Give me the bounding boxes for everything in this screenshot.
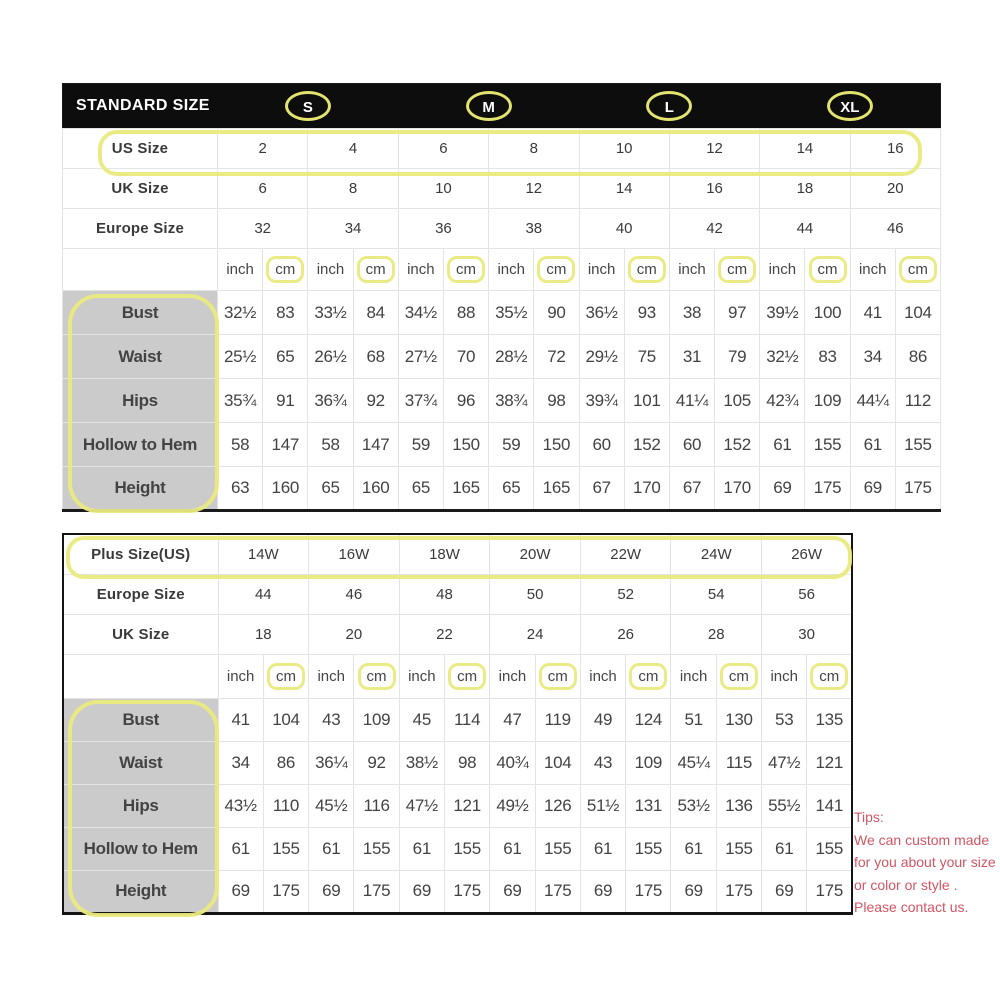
value-cell: inch (671, 654, 716, 698)
waist-row (63, 335, 941, 379)
value-cell (535, 654, 580, 698)
cm-unit-highlight: cm (357, 256, 395, 283)
value-cell: inch (218, 249, 263, 291)
value-cell (716, 654, 761, 698)
value-cell: 38 (669, 291, 714, 335)
hips-label: Hips (63, 784, 218, 827)
plus-size-row (63, 534, 852, 574)
value-cell: 69 (762, 870, 807, 913)
value-cell: 97 (715, 291, 760, 335)
value-cell: 121 (807, 741, 852, 784)
value-cell: inch (760, 249, 805, 291)
value-cell: 45¼ (671, 741, 716, 784)
value-cell: 124 (626, 698, 671, 741)
value-cell: 46 (309, 574, 400, 614)
value-cell: 32½ (218, 291, 263, 335)
uk-size-label: UK Size (63, 614, 218, 654)
cm-unit-highlight: cm (629, 663, 667, 690)
value-cell (807, 654, 852, 698)
value-cell: 147 (353, 423, 398, 467)
value-cell: 155 (895, 423, 940, 467)
cm-unit-highlight: cm (537, 256, 575, 283)
value-cell: 98 (534, 379, 579, 423)
value-cell: 35½ (489, 291, 534, 335)
value-cell: 43 (580, 741, 625, 784)
us-size-row (63, 129, 941, 169)
value-cell: 20 (309, 614, 400, 654)
value-cell: 8 (489, 129, 579, 169)
value-cell: 24W (671, 534, 762, 574)
value-cell: 6 (398, 129, 488, 169)
empty-label-cell (63, 249, 218, 291)
value-cell: 44 (760, 209, 850, 249)
value-cell: 43 (309, 698, 354, 741)
cm-unit-highlight: cm (539, 663, 577, 690)
unit-row (63, 249, 941, 291)
height-label: Height (63, 870, 218, 913)
value-cell: 83 (263, 291, 308, 335)
value-cell: 70 (443, 335, 488, 379)
value-cell: 36¾ (308, 379, 353, 423)
size-group-cell (398, 84, 579, 129)
bust-row (63, 291, 941, 335)
tips-title: Tips: (854, 809, 884, 825)
value-cell: inch (490, 654, 535, 698)
value-cell: 47 (490, 698, 535, 741)
value-cell: 36 (398, 209, 488, 249)
value-cell: 175 (626, 870, 671, 913)
value-cell: 58 (308, 423, 353, 467)
value-cell: 155 (444, 827, 489, 870)
value-cell: 126 (535, 784, 580, 827)
value-cell: 12 (489, 169, 579, 209)
value-cell: 109 (805, 379, 850, 423)
value-cell (444, 654, 489, 698)
value-cell: inch (669, 249, 714, 291)
value-cell: 69 (850, 467, 895, 511)
value-cell: 109 (354, 698, 399, 741)
value-cell: 56 (762, 574, 853, 614)
plus-size-label: Plus Size(US) (63, 534, 218, 574)
value-cell: 100 (805, 291, 850, 335)
value-cell: 155 (354, 827, 399, 870)
value-cell: 91 (263, 379, 308, 423)
value-cell: 155 (716, 827, 761, 870)
value-cell (715, 249, 760, 291)
value-cell: 119 (535, 698, 580, 741)
value-cell: 47½ (399, 784, 444, 827)
value-cell (263, 654, 308, 698)
europe-size-label: Europe Size (63, 574, 218, 614)
value-cell: 175 (807, 870, 852, 913)
value-cell: 170 (715, 467, 760, 511)
value-cell: 35¾ (218, 379, 263, 423)
value-cell: 28 (671, 614, 762, 654)
size-group-cell (218, 84, 399, 129)
value-cell: 131 (626, 784, 671, 827)
value-cell: inch (398, 249, 443, 291)
value-cell: 155 (535, 827, 580, 870)
value-cell: inch (308, 249, 353, 291)
value-cell (443, 249, 488, 291)
value-cell: 155 (807, 827, 852, 870)
cm-unit-highlight: cm (628, 256, 666, 283)
value-cell: 114 (444, 698, 489, 741)
value-cell: 61 (760, 423, 805, 467)
value-cell: 32 (218, 209, 308, 249)
value-cell: 39¾ (579, 379, 624, 423)
value-cell: 43½ (218, 784, 263, 827)
value-cell: 155 (263, 827, 308, 870)
value-cell: 18W (399, 534, 490, 574)
tips-note (854, 806, 1000, 919)
value-cell: 93 (624, 291, 669, 335)
cm-unit-highlight: cm (358, 663, 396, 690)
cm-unit-highlight: cm (720, 663, 758, 690)
value-cell: 45½ (309, 784, 354, 827)
value-cell: 16 (850, 129, 940, 169)
value-cell: inch (579, 249, 624, 291)
value-cell: 34 (218, 741, 263, 784)
value-cell (624, 249, 669, 291)
value-cell (354, 654, 399, 698)
value-cell: 37¾ (398, 379, 443, 423)
value-cell: 24 (490, 614, 581, 654)
value-cell: 41¼ (669, 379, 714, 423)
value-cell: 20W (490, 534, 581, 574)
value-cell: 155 (626, 827, 671, 870)
value-cell: 55½ (762, 784, 807, 827)
standard-size-title: STANDARD SIZE (63, 84, 218, 129)
tips-line-1: We can custom made (854, 831, 990, 848)
value-cell: 165 (443, 467, 488, 511)
height-row (63, 870, 852, 913)
value-cell: 61 (399, 827, 444, 870)
height-row (63, 467, 941, 511)
value-cell: inch (762, 654, 807, 698)
value-cell: 68 (353, 335, 398, 379)
value-cell: 47½ (762, 741, 807, 784)
value-cell: 83 (805, 335, 850, 379)
value-cell: 152 (624, 423, 669, 467)
bust-row (63, 698, 852, 741)
value-cell: inch (580, 654, 625, 698)
value-cell: 72 (534, 335, 579, 379)
value-cell: 45 (399, 698, 444, 741)
value-cell: 69 (760, 467, 805, 511)
uk-size-row (63, 614, 852, 654)
value-cell: 175 (716, 870, 761, 913)
size-s-badge: S (285, 91, 331, 121)
value-cell: 41 (850, 291, 895, 335)
value-cell: 105 (715, 379, 760, 423)
value-cell: 61 (850, 423, 895, 467)
value-cell: 90 (534, 291, 579, 335)
value-cell: 88 (443, 291, 488, 335)
value-cell: inch (489, 249, 534, 291)
cm-unit-highlight: cm (448, 663, 486, 690)
size-xl-badge: XL (827, 91, 873, 121)
value-cell: 40¾ (490, 741, 535, 784)
value-cell: 51 (671, 698, 716, 741)
value-cell: 69 (490, 870, 535, 913)
unit-row (63, 654, 852, 698)
value-cell: 46 (850, 209, 940, 249)
waist-row (63, 741, 852, 784)
value-cell: 22W (580, 534, 671, 574)
value-cell: 14 (579, 169, 669, 209)
value-cell: 63 (218, 467, 263, 511)
value-cell: 104 (263, 698, 308, 741)
value-cell: 36½ (579, 291, 624, 335)
cm-unit-highlight: cm (810, 663, 848, 690)
value-cell: 34 (850, 335, 895, 379)
value-cell: 50 (490, 574, 581, 614)
value-cell: 152 (715, 423, 760, 467)
uk-size-label: UK Size (63, 169, 218, 209)
value-cell: 150 (534, 423, 579, 467)
value-cell: 141 (807, 784, 852, 827)
height-label: Height (63, 467, 218, 511)
value-cell: 104 (535, 741, 580, 784)
size-l-badge: L (646, 91, 692, 121)
cm-unit-highlight: cm (809, 256, 847, 283)
value-cell: 49 (580, 698, 625, 741)
size-m-badge: M (466, 91, 512, 121)
value-cell: 39½ (760, 291, 805, 335)
value-cell: 32½ (760, 335, 805, 379)
value-cell: 30 (762, 614, 853, 654)
value-cell: 101 (624, 379, 669, 423)
value-cell: 61 (671, 827, 716, 870)
size-group-cell (579, 84, 760, 129)
standard-header-row (63, 84, 941, 129)
value-cell: 109 (626, 741, 671, 784)
value-cell: 160 (263, 467, 308, 511)
value-cell: 155 (805, 423, 850, 467)
value-cell: 135 (807, 698, 852, 741)
hips-row (63, 784, 852, 827)
value-cell: 69 (309, 870, 354, 913)
value-cell: 44 (218, 574, 309, 614)
value-cell: 67 (669, 467, 714, 511)
value-cell: 42¾ (760, 379, 805, 423)
value-cell: 61 (218, 827, 263, 870)
value-cell (534, 249, 579, 291)
value-cell (263, 249, 308, 291)
value-cell: 54 (671, 574, 762, 614)
value-cell: 60 (579, 423, 624, 467)
value-cell: 61 (309, 827, 354, 870)
cm-unit-highlight: cm (718, 256, 756, 283)
hollow-to-hem-label: Hollow to Hem (63, 827, 218, 870)
value-cell: 147 (263, 423, 308, 467)
value-cell: 79 (715, 335, 760, 379)
value-cell: 16W (309, 534, 400, 574)
value-cell: 12 (669, 129, 759, 169)
value-cell: 61 (580, 827, 625, 870)
value-cell: 175 (444, 870, 489, 913)
value-cell: 10 (579, 129, 669, 169)
value-cell: 18 (218, 614, 309, 654)
value-cell (895, 249, 940, 291)
value-cell: 86 (895, 335, 940, 379)
value-cell: 26W (762, 534, 853, 574)
value-cell: 33½ (308, 291, 353, 335)
cm-unit-highlight: cm (266, 256, 304, 283)
us-size-label: US Size (63, 129, 218, 169)
value-cell: 175 (354, 870, 399, 913)
value-cell: 2 (218, 129, 308, 169)
value-cell: 160 (353, 467, 398, 511)
value-cell (353, 249, 398, 291)
value-cell: inch (309, 654, 354, 698)
value-cell: 136 (716, 784, 761, 827)
value-cell: 59 (398, 423, 443, 467)
empty-label-cell (63, 654, 218, 698)
bust-label: Bust (63, 698, 218, 741)
hips-label: Hips (63, 379, 218, 423)
value-cell: 61 (762, 827, 807, 870)
value-cell: 20 (850, 169, 940, 209)
uk-size-row (63, 169, 941, 209)
value-cell: 175 (263, 870, 308, 913)
tips-line-4: Please contact us. (854, 899, 969, 915)
value-cell: 49½ (490, 784, 535, 827)
value-cell: 84 (353, 291, 398, 335)
value-cell: 60 (669, 423, 714, 467)
size-group-cell (760, 84, 941, 129)
cm-unit-highlight: cm (899, 256, 937, 283)
value-cell (805, 249, 850, 291)
value-cell: 48 (399, 574, 490, 614)
value-cell: 14 (760, 129, 850, 169)
value-cell: 10 (398, 169, 488, 209)
value-cell: 28½ (489, 335, 534, 379)
value-cell: 65 (263, 335, 308, 379)
value-cell: 26 (580, 614, 671, 654)
value-cell: 27½ (398, 335, 443, 379)
value-cell: 65 (398, 467, 443, 511)
value-cell: 115 (716, 741, 761, 784)
waist-label: Waist (63, 335, 218, 379)
plus-size-table (62, 533, 852, 915)
value-cell: 29½ (579, 335, 624, 379)
cm-unit-highlight: cm (447, 256, 485, 283)
value-cell: 175 (535, 870, 580, 913)
value-cell: 52 (580, 574, 671, 614)
value-cell: inch (218, 654, 263, 698)
value-cell: 92 (353, 379, 398, 423)
value-cell: 69 (580, 870, 625, 913)
standard-size-table (62, 83, 941, 512)
europe-size-row (63, 574, 852, 614)
value-cell: 175 (895, 467, 940, 511)
value-cell: 116 (354, 784, 399, 827)
value-cell: 96 (443, 379, 488, 423)
value-cell (626, 654, 671, 698)
value-cell: 69 (399, 870, 444, 913)
value-cell: 6 (218, 169, 308, 209)
waist-label: Waist (63, 741, 218, 784)
value-cell: 130 (716, 698, 761, 741)
value-cell: 92 (354, 741, 399, 784)
value-cell: 44¼ (850, 379, 895, 423)
value-cell: 22 (399, 614, 490, 654)
value-cell: 67 (579, 467, 624, 511)
value-cell: 31 (669, 335, 714, 379)
value-cell: 65 (489, 467, 534, 511)
value-cell: 34½ (398, 291, 443, 335)
value-cell: 110 (263, 784, 308, 827)
value-cell: 53½ (671, 784, 716, 827)
value-cell: 16 (669, 169, 759, 209)
value-cell: inch (399, 654, 444, 698)
value-cell: 14W (218, 534, 309, 574)
tips-line-3: or color or style . (854, 876, 958, 893)
hips-row (63, 379, 941, 423)
value-cell: 104 (895, 291, 940, 335)
value-cell: 38½ (399, 741, 444, 784)
value-cell: 61 (490, 827, 535, 870)
value-cell: 58 (218, 423, 263, 467)
value-cell: 75 (624, 335, 669, 379)
value-cell: 165 (534, 467, 579, 511)
value-cell: 150 (443, 423, 488, 467)
value-cell: 40 (579, 209, 669, 249)
value-cell: 34 (308, 209, 398, 249)
value-cell: 51½ (580, 784, 625, 827)
value-cell: 38¾ (489, 379, 534, 423)
value-cell: 121 (444, 784, 489, 827)
value-cell: 170 (624, 467, 669, 511)
cm-unit-highlight: cm (267, 663, 305, 690)
value-cell: 8 (308, 169, 398, 209)
value-cell: 86 (263, 741, 308, 784)
value-cell: 69 (218, 870, 263, 913)
value-cell: 69 (671, 870, 716, 913)
hollow-to-hem-label: Hollow to Hem (63, 423, 218, 467)
hollow-to-hem-row (63, 423, 941, 467)
value-cell: 26½ (308, 335, 353, 379)
value-cell: 112 (895, 379, 940, 423)
value-cell: 59 (489, 423, 534, 467)
value-cell: 4 (308, 129, 398, 169)
value-cell: 65 (308, 467, 353, 511)
value-cell: inch (850, 249, 895, 291)
tips-line-2: for you about your size (854, 854, 996, 870)
value-cell: 25½ (218, 335, 263, 379)
europe-size-row (63, 209, 941, 249)
value-cell: 42 (669, 209, 759, 249)
value-cell: 36¼ (309, 741, 354, 784)
value-cell: 41 (218, 698, 263, 741)
value-cell: 38 (489, 209, 579, 249)
hollow-to-hem-row (63, 827, 852, 870)
value-cell: 18 (760, 169, 850, 209)
value-cell: 98 (444, 741, 489, 784)
europe-size-label: Europe Size (63, 209, 218, 249)
bust-label: Bust (63, 291, 218, 335)
value-cell: 175 (805, 467, 850, 511)
value-cell: 53 (762, 698, 807, 741)
